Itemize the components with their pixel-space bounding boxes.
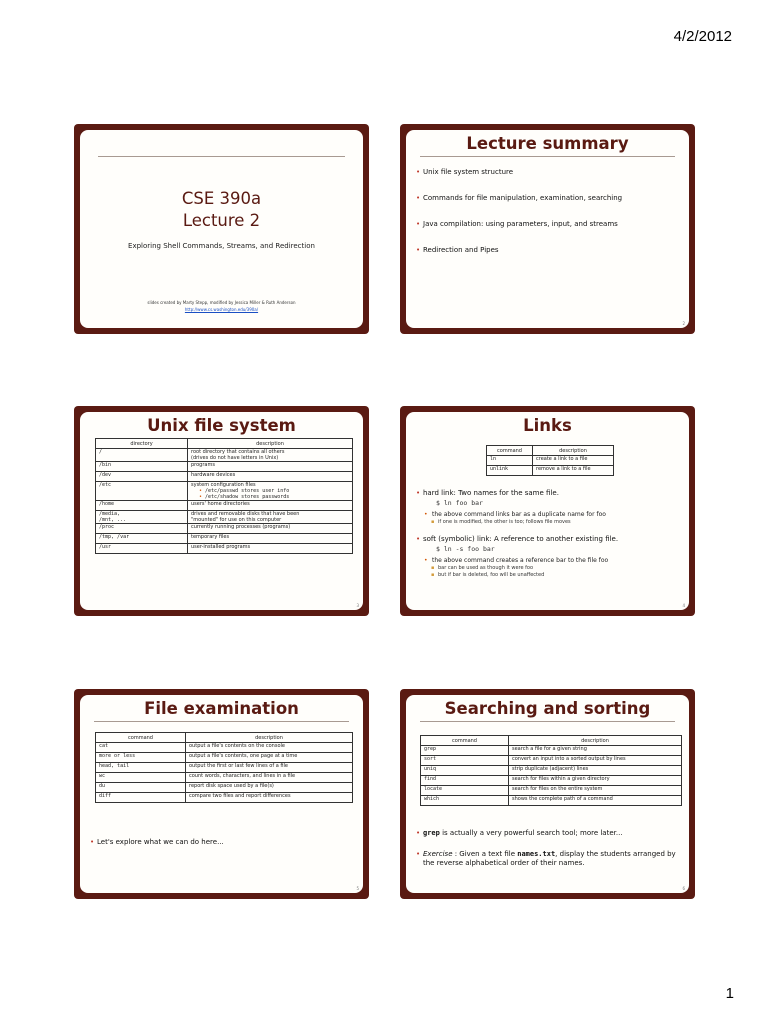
sub-list-item: • the above command links bar as a duplicate name for foo [416,511,681,519]
command-cell: diff [96,793,186,803]
list-item: • Redirection and Pipes [416,246,681,255]
table-row [96,501,353,511]
directory-cell: /bin [96,462,188,472]
exercise-label: Exercise [423,850,453,858]
command-cell: locate [421,786,509,796]
description-cell: search for files on the entire system [509,786,682,796]
table-row [96,482,353,501]
slide-subtitle: Exploring Shell Commands, Streams, and Redirection [128,242,315,250]
slide-lecture-summary [400,124,695,334]
command-cell: uniq [421,766,509,776]
description-cell: remove a link to a file [533,466,614,476]
directory-cell [96,511,188,524]
table-row [421,756,682,766]
directory-cell: /dev [96,472,188,482]
list-item-text: , display the students arranged by the reverse alphabetical order of their names. [423,850,676,867]
description-cell: programs [188,462,353,472]
table-row [96,753,353,763]
column-header: command [96,733,186,743]
table-row [421,746,682,756]
list-item: • Let's explore what we can do here... [90,838,355,847]
inline-filename: names.txt [517,850,556,858]
table-row [96,534,353,544]
list-item [416,850,681,868]
table-row [96,743,353,753]
description-cell: user-installed programs [188,544,353,554]
slide-title: Searching and sorting [444,699,651,718]
description-cell [188,511,353,524]
command-cell: unlink [487,466,533,476]
description-cell: count words, characters, and lines in a file [186,773,353,783]
list-item: • Unix file system structure [416,168,681,177]
slide-main-title [80,188,363,232]
table-header-row [421,736,682,746]
list-item: • Commands for file manipulation, examination, searching [416,194,681,203]
table-row [96,793,353,803]
directory-line: /mnt, ... [99,517,127,523]
directory-cell: /proc [96,524,188,534]
title-divider [98,156,345,157]
course-title: CSE 390a [181,189,262,208]
slide-links [400,406,695,616]
table-row [421,796,682,806]
description-cell: search for files within a given directory [509,776,682,786]
column-header: description [509,736,682,746]
description-cell: compare two files and report differences [186,793,353,803]
table-row [96,763,353,773]
table-row [96,783,353,793]
links-list [416,489,681,579]
page-number: 1 [725,985,734,1002]
column-header: directory [96,439,188,449]
table-row [96,544,353,554]
description-cell: shows the complete path of a command [509,796,682,806]
sub-sub-list-item: ▪ bar can be used as though it were foo [416,565,681,572]
description-cell: output the first or last few lines of a file [186,763,353,773]
table-row [96,472,353,482]
column-header: description [186,733,353,743]
table-row [96,511,353,524]
command-cell: ln [487,456,533,466]
slide-title: Links [523,416,572,435]
description-line: (drives do not have letters in Unix) [191,455,279,461]
table-row [487,456,614,466]
description-cell: output a file's contents, one page at a time [186,753,353,763]
file-examination-table [95,732,353,803]
description-line: "mounted" for use on this computer [191,517,282,523]
command-cell: sort [421,756,509,766]
description-cell: users' home directories [188,501,353,511]
description-line: root directory that contains all others [191,449,285,455]
slide-number: 5 [356,886,359,891]
list-item: • Java compilation: using parameters, input, and streams [416,220,681,229]
directory-line: /media, [99,511,121,517]
sub-sub-list-item: ▪ but if bar is deleted, foo will be unaffected [416,572,681,579]
description-cell: search a file for a given string [509,746,682,756]
slide-body [80,695,363,893]
description-cell: temporary files [188,534,353,544]
inline-command: grep [423,829,440,837]
command-cell: cat [96,743,186,753]
description-cell: report disk space used by a file(s) [186,783,353,793]
slide-body [80,130,363,328]
description-cell [188,449,353,462]
command-cell: which [421,796,509,806]
list-item [416,829,681,838]
search-sort-table [420,735,682,806]
table-row [421,776,682,786]
description-line: drives and removable disks that have been [191,511,300,517]
explore-list [90,838,355,847]
command-cell: more or less [96,753,186,763]
slide-credit: slides created by Marty Stepp, modified by Jessica Miller & Ruth Anderson [147,300,296,305]
slide-unix-file-system [74,406,369,616]
directory-cell: /home [96,501,188,511]
column-header: command [421,736,509,746]
title-divider [420,156,675,157]
command-example: $ ln -s foo bar [436,545,495,553]
search-notes-list [416,829,681,868]
description-line: system configuration files [191,482,256,488]
list-item: • soft (symbolic) link: A reference to another existing file. [416,535,681,544]
title-divider [420,721,675,722]
table-row [96,462,353,472]
table-row [487,466,614,476]
slide-number: 3 [356,603,359,608]
description-cell: convert an input into a sorted output by lines [509,756,682,766]
column-header: description [533,446,614,456]
sub-list-item: • /etc/shadow stores passwords [191,494,349,500]
command-cell: find [421,776,509,786]
directory-cell: /tmp, /var [96,534,188,544]
description-cell: strip duplicate (adjacent) lines [509,766,682,776]
slide-title: Lecture summary [466,134,629,153]
directory-cell: /usr [96,544,188,554]
slide-searching-and-sorting [400,689,695,899]
table-header-row [96,733,353,743]
slide-number: 6 [682,886,685,891]
command-cell: head, tail [96,763,186,773]
directory-cell: / [96,449,188,462]
slide-body [406,412,689,610]
slide-title: Unix file system [147,416,296,435]
column-header: command [487,446,533,456]
lecture-title: Lecture 2 [182,211,261,230]
sub-list-item: • /etc/passwd stores user info [191,488,349,494]
page-date: 4/2/2012 [673,28,732,45]
column-header: description [188,439,353,449]
slide-title-card [74,124,369,334]
slide-title: File examination [144,699,299,718]
links-command-table [486,445,614,476]
table-row [96,773,353,783]
table-row [421,786,682,796]
list-item-text: : Given a text file [452,850,518,858]
slide-body [80,412,363,610]
table-header-row [96,439,353,449]
description-cell [188,482,353,501]
description-cell: output a file's contents on the console [186,743,353,753]
slide-number: 4 [682,603,685,608]
title-divider [94,721,349,722]
description-cell: currently running processes (programs) [188,524,353,534]
list-item: • hard link: Two names for the same file. [416,489,681,498]
course-link[interactable]: http://www.cs.washington.edu/390a/ [184,307,259,312]
table-row [96,449,353,462]
directory-table [95,438,353,554]
list-item-text: is actually a very powerful search tool; more later... [439,829,623,837]
command-cell: grep [421,746,509,756]
table-header-row [487,446,614,456]
description-cell: hardware devices [188,472,353,482]
summary-list [416,168,681,255]
sub-sub-list-item: ▪ if one is modified, the other is too; follows file moves [416,519,681,526]
table-row [421,766,682,776]
slide-file-examination [74,689,369,899]
slide-number: 2 [682,321,685,326]
command-cell: wc [96,773,186,783]
table-row [96,524,353,534]
description-cell: create a link to a file [533,456,614,466]
command-example: $ ln foo bar [436,499,483,507]
slide-body [406,695,689,893]
sub-list-item: • the above command creates a reference bar to the file foo [416,557,681,565]
slide-body [406,130,689,328]
command-cell: du [96,783,186,793]
directory-cell: /etc [96,482,188,501]
